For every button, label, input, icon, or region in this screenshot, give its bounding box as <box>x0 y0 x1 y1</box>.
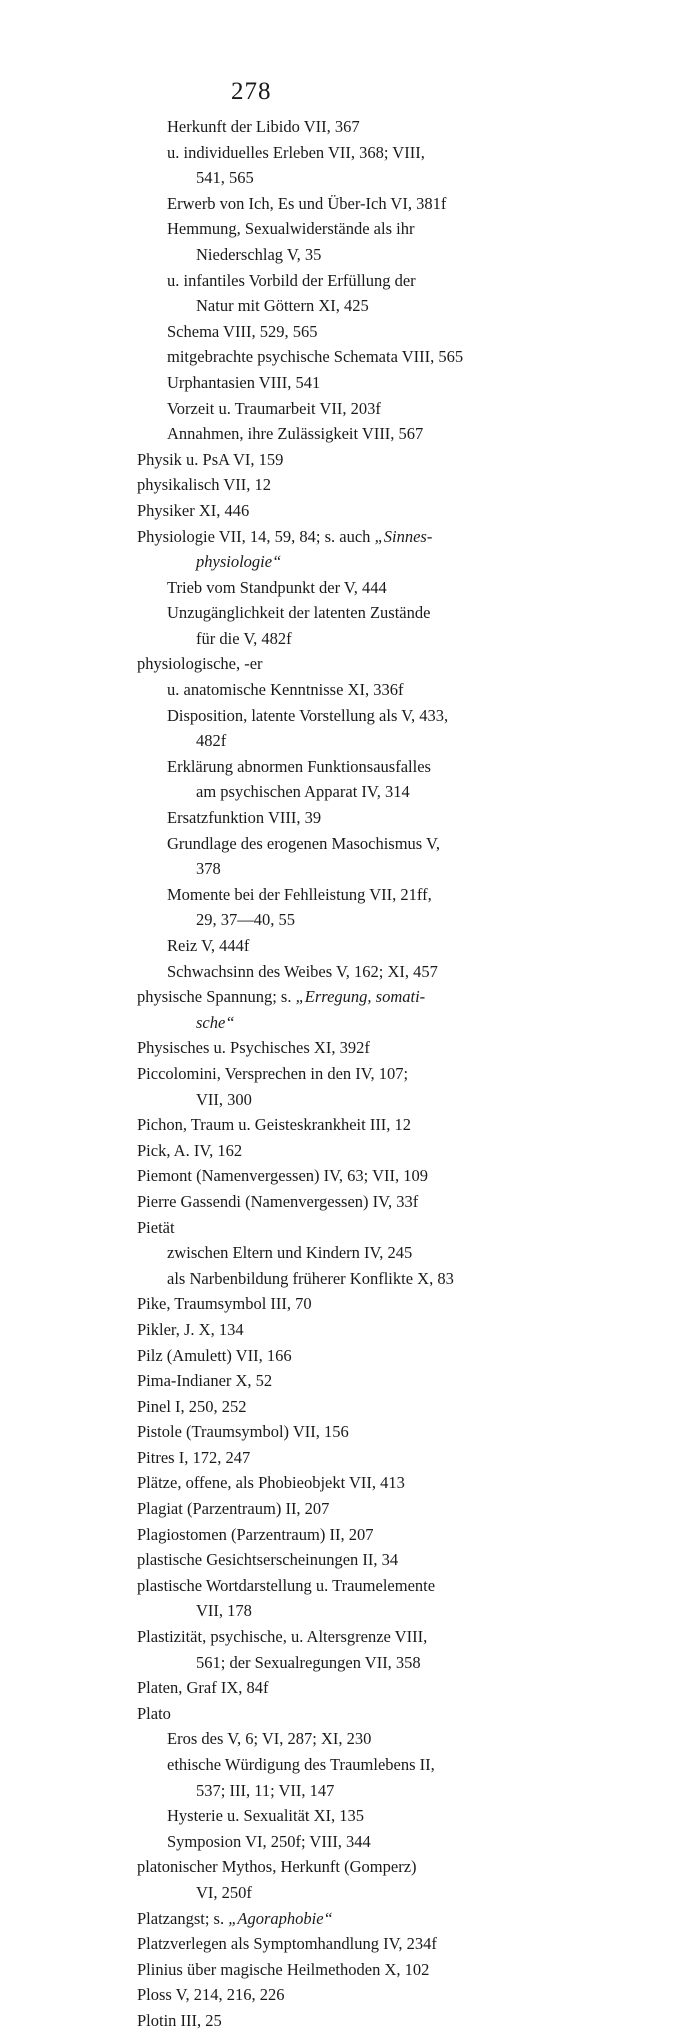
index-continuation <box>0 907 697 933</box>
index-entry <box>0 1215 697 1241</box>
index-entry <box>0 472 697 498</box>
entry-text: Trieb vom Standpunkt der V, 444 <box>167 577 387 597</box>
entry-text: Herkunft der Libido VII, 367 <box>167 117 360 136</box>
entry-text: Plagiat (Parzentraum) II, 207 <box>137 1499 330 1519</box>
entry-text: Annahmen, ihre Zulässigkeit VIII, 567 <box>167 424 424 444</box>
entry-text: Physiker XI, 446 <box>137 500 250 520</box>
entry-text: platonischer Mythos, Herkunft (Gomperz) <box>137 1857 417 1877</box>
index-subentry <box>0 1726 697 1752</box>
index-subentry <box>0 319 697 345</box>
index-subentry <box>0 805 697 831</box>
entry-text: 561; der Sexualregungen VII, 358 <box>196 1652 421 1672</box>
entry-text: Physisches u. Psychisches XI, 392f <box>137 1038 370 1058</box>
entry-cross-reference: sche“ <box>196 1012 235 1032</box>
entry-text: u. infantiles Vorbild der Erfüllung der <box>167 270 416 290</box>
index-continuation <box>0 1880 697 1906</box>
entry-text: VI, 250f <box>196 1882 252 1902</box>
entry-text: Eros des V, 6; VI, 287; XI, 230 <box>167 1729 372 1749</box>
entry-text: u. individuelles Erleben VII, 368; VIII, <box>167 142 425 162</box>
index-entry <box>0 1419 697 1445</box>
index-entry <box>0 1957 697 1983</box>
index-continuation <box>0 728 697 754</box>
entry-text: Pike, Traumsymbol III, 70 <box>137 1294 312 1314</box>
index-entry <box>0 1701 697 1727</box>
entry-text: VII, 178 <box>196 1601 252 1621</box>
index-continuation <box>0 779 697 805</box>
index-entries <box>0 114 697 2034</box>
index-continuation <box>0 1650 697 1676</box>
entry-text: am psychischen Apparat IV, 314 <box>196 782 410 802</box>
entry-text: Ploss V, 214, 216, 226 <box>137 1985 285 2005</box>
index-subentry <box>0 344 697 370</box>
entry-text: 537; III, 11; VII, 147 <box>196 1780 335 1800</box>
entry-cross-reference: „Sinnes- <box>374 526 433 546</box>
index-entry <box>0 1496 697 1522</box>
entry-text: Platzangst; s. <box>137 1908 229 1928</box>
index-entry <box>0 1112 697 1138</box>
entry-text: Reiz V, 444f <box>167 936 250 955</box>
index-entry <box>0 984 697 1010</box>
entry-text: plastische Gesichtserscheinungen II, 34 <box>137 1550 399 1570</box>
entry-text: u. anatomische Kenntnisse XI, 336f <box>167 680 404 700</box>
entry-text: Urphantasien VIII, 541 <box>167 372 321 392</box>
index-subentry <box>0 216 697 242</box>
index-entry <box>0 447 697 473</box>
index-entry <box>0 1394 697 1420</box>
index-continuation <box>0 1598 697 1624</box>
index-entry <box>0 1368 697 1394</box>
entry-cross-reference: physiologie“ <box>196 552 282 572</box>
index-entry <box>0 1343 697 1369</box>
index-entry <box>0 1317 697 1343</box>
entry-text: Plastizität, psychische, u. Altersgrenze VIII, <box>137 1627 428 1647</box>
index-continuation <box>0 242 697 268</box>
entry-text: Plinius über magische Heilmethoden X, 102 <box>137 1959 430 1979</box>
index-entry <box>0 1522 697 1548</box>
entry-text: Platen, Graf IX, 84f <box>137 1678 269 1698</box>
index-subentry <box>0 959 697 985</box>
entry-text: Schema VIII, 529, 565 <box>167 321 318 341</box>
index-entry <box>0 1547 697 1573</box>
entry-text: Ersatzfunktion VIII, 39 <box>167 808 322 828</box>
index-subentry <box>0 421 697 447</box>
index-entry <box>0 1470 697 1496</box>
entry-text: Pichon, Traum u. Geisteskrankheit III, 12 <box>137 1115 412 1135</box>
entry-text: Erklärung abnormen Funktionsausfalles <box>167 756 431 776</box>
index-subentry <box>0 191 697 217</box>
index-subentry <box>0 114 697 140</box>
index-entry <box>0 1035 697 1061</box>
index-entry <box>0 1573 697 1599</box>
entry-text: Grundlage des erogenen Masochismus V, <box>167 833 440 853</box>
entry-text: für die V, 482f <box>196 628 292 648</box>
index-subentry <box>0 703 697 729</box>
page-number: 278 <box>231 78 272 105</box>
entry-text: Hysterie u. Sexualität XI, 135 <box>167 1806 365 1826</box>
entry-text: VII, 300 <box>196 1089 252 1109</box>
index-entry <box>0 1854 697 1880</box>
entry-text: Pitres I, 172, 247 <box>137 1447 251 1467</box>
entry-text: Plätze, offene, als Phobieobjekt VII, 413 <box>137 1473 405 1493</box>
entry-text: physiologische, -er <box>137 654 263 674</box>
entry-cross-reference: „Erregung, somati- <box>295 987 426 1007</box>
entry-text: Pima-Indianer X, 52 <box>137 1371 273 1391</box>
index-subentry <box>0 831 697 857</box>
index-continuation <box>0 626 697 652</box>
entry-text: Schwachsinn des Weibes V, 162; XI, 457 <box>167 961 438 981</box>
entry-text: 378 <box>196 859 221 879</box>
entry-text: plastische Wortdarstellung u. Traumelemente <box>137 1575 436 1595</box>
index-subentry <box>0 754 697 780</box>
index-entry <box>0 1624 697 1650</box>
entry-text: Pilz (Amulett) VII, 166 <box>137 1345 292 1365</box>
entry-text: Plotin III, 25 <box>137 2010 222 2030</box>
index-subentry <box>0 600 697 626</box>
entry-text: Disposition, latente Vorstellung als V, 433, <box>167 705 449 725</box>
index-subentry <box>0 1266 697 1292</box>
index-entry <box>0 1982 697 2008</box>
entry-text: 482f <box>196 731 227 751</box>
entry-text: Plato <box>137 1703 171 1723</box>
entry-text: Pierre Gassendi (Namenvergessen) IV, 33f <box>137 1191 419 1211</box>
entry-text: Physik u. PsA VI, 159 <box>137 449 284 469</box>
entry-text: physikalisch VII, 12 <box>137 475 271 495</box>
index-entry <box>0 1931 697 1957</box>
entry-text: Pietät <box>137 1217 175 1237</box>
index-subentry <box>0 1752 697 1778</box>
index-entry <box>0 1906 697 1932</box>
index-subentry <box>0 677 697 703</box>
entry-text: als Narbenbildung früherer Konflikte X, 83 <box>167 1268 454 1288</box>
index-entry <box>0 1189 697 1215</box>
index-continuation <box>0 293 697 319</box>
entry-text: Vorzeit u. Traumarbeit VII, 203f <box>167 398 381 418</box>
index-subentry <box>0 370 697 396</box>
index-entry <box>0 1138 697 1164</box>
index-continuation <box>0 856 697 882</box>
entry-text: Physiologie VII, 14, 59, 84; s. auch <box>137 526 375 546</box>
entry-text: Niederschlag V, 35 <box>196 244 322 264</box>
index-subentry <box>0 933 697 959</box>
entry-text: ethische Würdigung des Traumlebens II, <box>167 1755 435 1774</box>
entry-text: 29, 37—40, 55 <box>196 910 295 930</box>
index-subentry <box>0 575 697 601</box>
index-subentry <box>0 1829 697 1855</box>
entry-text: Pikler, J. X, 134 <box>137 1319 244 1339</box>
index-subentry <box>0 1240 697 1266</box>
entry-text: zwischen Eltern und Kindern IV, 245 <box>167 1243 413 1263</box>
index-continuation <box>0 165 697 191</box>
index-continuation <box>0 1010 697 1036</box>
entry-text: 541, 565 <box>196 168 254 188</box>
index-entry <box>0 1163 697 1189</box>
index-entry <box>0 524 697 550</box>
index-continuation <box>0 1087 697 1113</box>
entry-text: Pistole (Traumsymbol) VII, 156 <box>137 1422 349 1442</box>
entry-text: Pick, A. IV, 162 <box>137 1140 243 1160</box>
entry-text: Natur mit Göttern XI, 425 <box>196 296 369 316</box>
index-subentry <box>0 268 697 294</box>
entry-text: Unzugänglichkeit der latenten Zustände <box>167 603 431 623</box>
index-continuation <box>0 1778 697 1804</box>
entry-text: Plagiostomen (Parzentraum) II, 207 <box>137 1524 374 1544</box>
index-entry <box>0 651 697 677</box>
index-entry <box>0 2008 697 2034</box>
entry-text: Momente bei der Fehlleistung VII, 21ff, <box>167 884 432 904</box>
index-continuation <box>0 549 697 575</box>
index-entry <box>0 1675 697 1701</box>
entry-text: Erwerb von Ich, Es und Über-Ich VI, 381f <box>167 193 447 213</box>
entry-text: Piccolomini, Versprechen in den IV, 107; <box>137 1063 409 1083</box>
entry-text: mitgebrachte psychische Schemata VIII, 565 <box>167 347 464 367</box>
index-entry <box>0 498 697 524</box>
index-subentry <box>0 396 697 422</box>
index-subentry <box>0 140 697 166</box>
index-entry <box>0 1291 697 1317</box>
entry-text: Pinel I, 250, 252 <box>137 1396 247 1416</box>
entry-cross-reference: „Agoraphobie“ <box>228 1908 333 1928</box>
entry-text: Platzverlegen als Symptomhandlung IV, 234f <box>137 1934 437 1954</box>
index-subentry <box>0 882 697 908</box>
entry-text: physische Spannung; s. <box>137 987 296 1007</box>
entry-text: Hemmung, Sexualwiderstände als ihr <box>167 219 415 239</box>
index-entry <box>0 1061 697 1087</box>
entry-text: Symposion VI, 250f; VIII, 344 <box>167 1831 371 1851</box>
index-entry <box>0 1445 697 1471</box>
entry-text: Piemont (Namenvergessen) IV, 63; VII, 109 <box>137 1166 428 1186</box>
